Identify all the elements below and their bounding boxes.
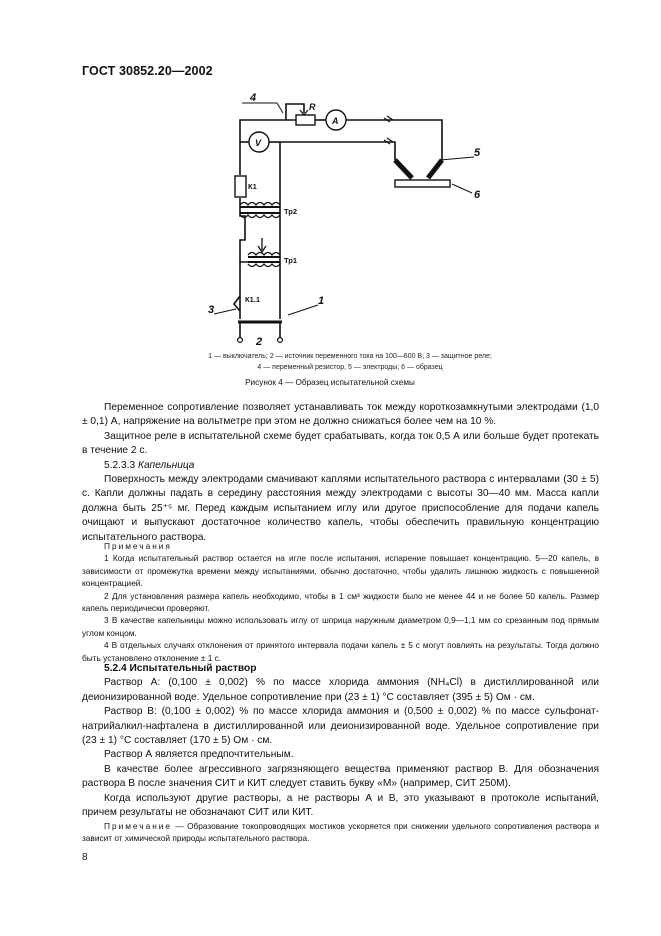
- label-2: 2: [256, 336, 263, 348]
- section-title: Капельница: [138, 459, 195, 471]
- voltmeter-label: V: [255, 138, 262, 148]
- paragraph: Когда используют другие растворы, а не растворы А и В, это указывают в протоколе испытаний, причем результаты не обозначают СИТ или КИТ.: [82, 792, 599, 819]
- section-heading: 5.2.4 Испытательный раствор: [104, 663, 257, 674]
- paragraph: Поверхность между электродами смачивают каплями испытательного раствора с интервалами (30 ± 5) с. Капли должны падать в середину расстояния между электродами с высоты 30—40 мм. Масса капли должна быть 25⁺⁵ мг. Перед каждым испытанием иглу или другое приспособление для подачи капель очищают и выпускают достаточное количество капель, чтобы обеспечить правильную концентрацию испытательного раствора.: [82, 474, 599, 543]
- paragraph: Защитное реле в испытательной схеме будет срабатывать, когда ток 0,5 А или больше будет протекать в течение 2 с.: [82, 430, 599, 457]
- figure-legend-line2: 4 — переменный резистор, 5 — электроды; 6 — образец: [257, 364, 443, 371]
- paragraph: Раствор А: (0,100 ± 0,002) % по массе хлорида аммония (NH₄Cl) в дистиллированной или деионизированной воде. Удельное сопротивление при (23 ± 1) °С составляет (395 ± 5) Ом · см.: [82, 677, 599, 703]
- section-heading: 5.2.3.3 Капельница: [104, 459, 195, 471]
- label-4: 4: [250, 92, 257, 104]
- label-5: 5: [474, 147, 481, 159]
- final-note: [82, 820, 599, 845]
- transformer-tr2-label: Тр2: [284, 207, 298, 216]
- contact-k11-label: К1.1: [245, 295, 261, 304]
- notes-title: Примечания: [104, 541, 172, 551]
- test-circuit-diagram: [0, 0, 661, 350]
- paragraph: Переменное сопротивление позволяет устанавливать ток между короткозамкнутыми электродами (1,0 ± 0,1) А, напряжение на вольтметре при этом не должно снижаться более чем на 10 %.: [82, 402, 599, 428]
- notes-block: [82, 540, 599, 664]
- paragraph: В качестве более агрессивного загрязняющего вещества применяют раствор В. Для обозначения раствора В после значения СИТ и КИТ следует ставить букву «М» (например, СИТ 250М).: [82, 763, 599, 790]
- figure-caption: Рисунок 4 — Образец испытательной схемы: [245, 378, 415, 387]
- note-text: — Образование токопроводящих мостиков ускоряется при снижении удельного сопротивления раствора и зависит от химической природы испытательного раствора.: [82, 821, 599, 844]
- paragraph: Раствор В: (0,100 ± 0,002) % по массе хлорида аммония и (0,500 ± 0,002) % по массе сульфонат-натрийалкил-нафталена в дистиллированной или деионизированной воде. Удельное сопротивление при (23 ± 1) °С составляет (170 ± 5) Ом · см.: [82, 706, 599, 747]
- label-r: R: [309, 102, 316, 112]
- transformer-tr1-label: Тр1: [284, 256, 298, 265]
- document-header: ГОСТ 30852.20—2002: [82, 64, 213, 78]
- note-item: 3 В качестве капельницы можно использовать иглу от шприца наружным диаметром 0,9—1,1 мм со срезанным под прямым углом концом.: [82, 615, 599, 638]
- label-3: 3: [208, 304, 215, 316]
- relay-k1-label: К1: [248, 182, 257, 191]
- page-number: 8: [82, 852, 88, 863]
- section-5-2-4: [82, 662, 599, 820]
- note-item: 4 В отдельных случаях отклонения от принятого интервала подачи капель ± 5 с могут повлиять на результаты. Тогда должно быть установлено отклонение ± 1 с.: [82, 640, 599, 663]
- figure-legend-line1: 1 — выключатель; 2 — источник переменного тока на 100—600 В; 3 — защитное реле;: [208, 353, 492, 360]
- note-item: 2 Для установления размера капель необходимо, чтобы в 1 см³ жидкости было не менее 44 и не более 50 капель. Размер капель периодически проверяют.: [82, 590, 599, 614]
- ammeter-label: A: [332, 116, 339, 126]
- note-label: Примечание: [104, 821, 173, 831]
- paragraph: Раствор А является предпочтительным.: [104, 749, 294, 761]
- label-1: 1: [318, 295, 325, 307]
- note-item: 1 Когда испытательный раствор остается на игле после испытания, испарение повышает концентрацию. 5—20 капель, в зависимости от промежутка времени между испытаниями, обычно достаточно, чтобы удалить лишнюю жидкость с повышенной концентрацией.: [82, 553, 599, 589]
- body-text: [82, 401, 599, 545]
- label-6: 6: [474, 189, 481, 201]
